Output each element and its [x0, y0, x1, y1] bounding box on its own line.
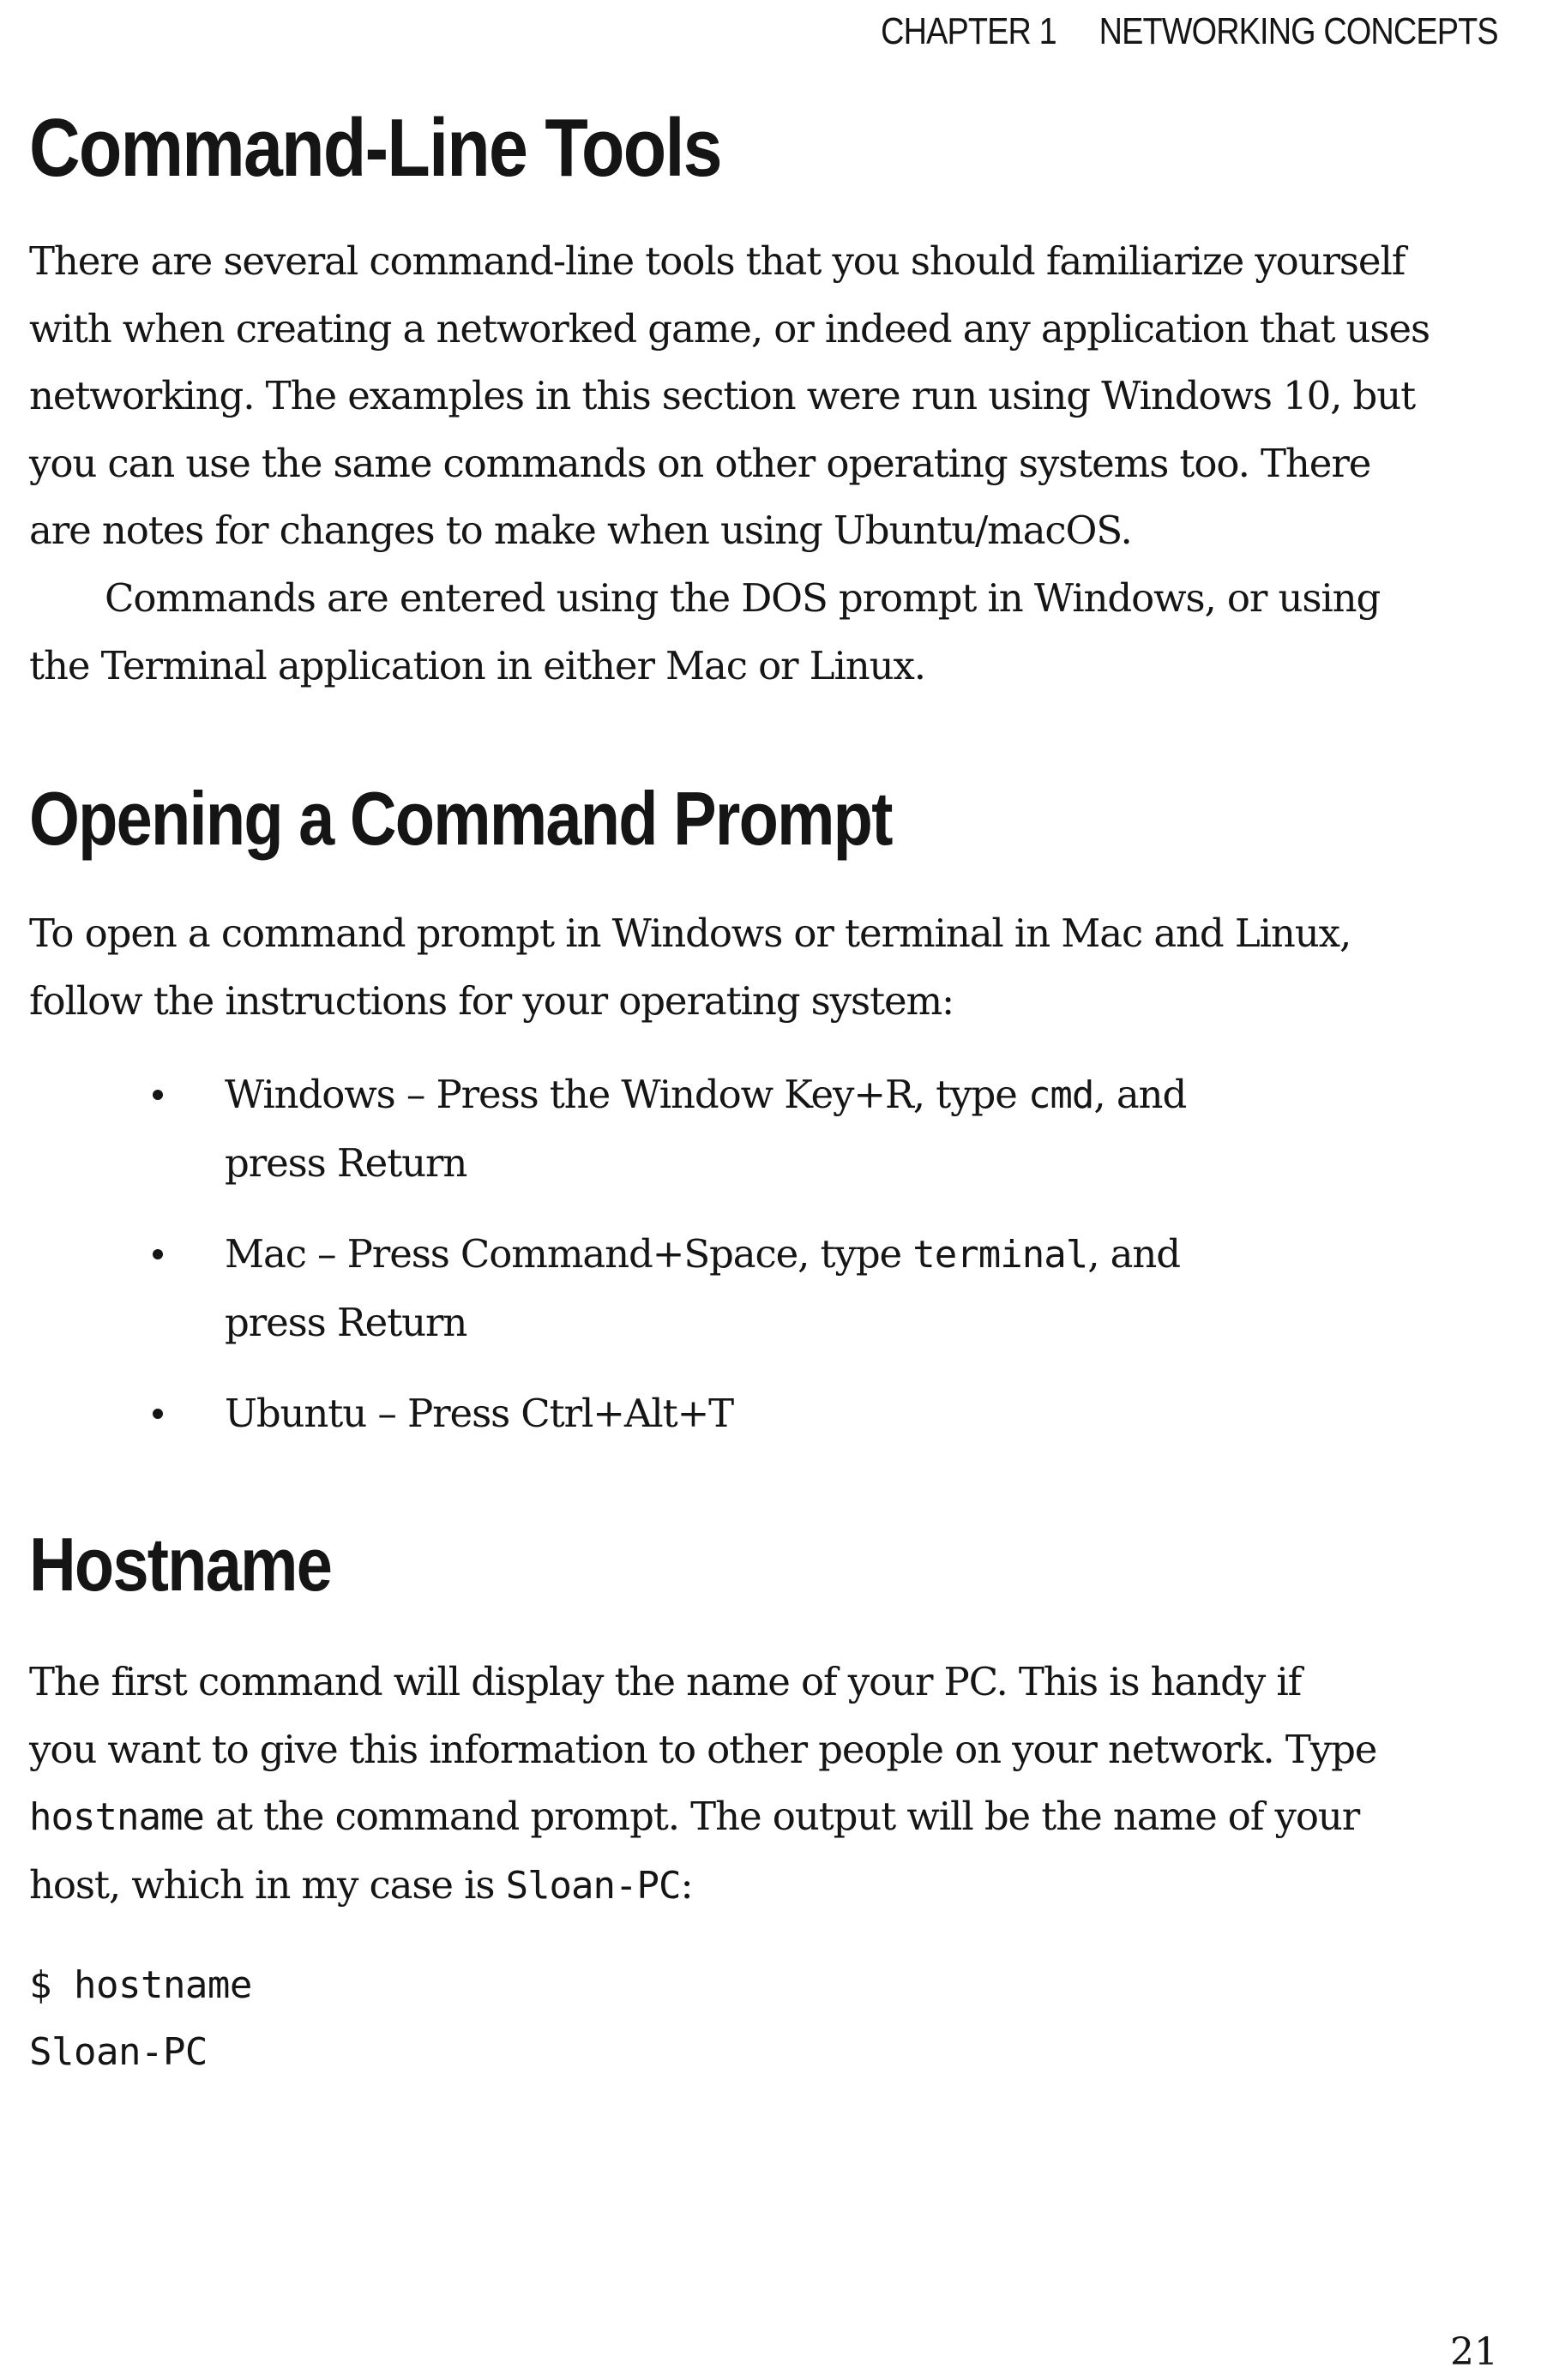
list-item-windows: [225, 1061, 1186, 1197]
text-line: host, which in my case is: [29, 1861, 506, 1908]
chapter-title: NETWORKING CONCEPTS: [1099, 10, 1498, 52]
page-number: 21: [1450, 2330, 1498, 2374]
opening-paragraph: [29, 900, 1513, 1035]
text-line: The first command will display the name of your PC. This is handy if: [29, 1659, 1302, 1704]
text-line: networking. The examples in this section were run using Windows 10, but: [29, 373, 1416, 419]
list-text: , and: [1087, 1231, 1180, 1277]
inline-code: hostname: [29, 1795, 204, 1840]
text-line: To open a command prompt in Windows or terminal in Mac and Linux,: [29, 911, 1351, 956]
code-line: Sloan-PC: [29, 2030, 208, 2074]
code-block: [29, 1952, 252, 2086]
text-line: There are several command-line tools that you should familiarize yourself: [29, 238, 1406, 284]
list-text: Ubuntu – Press Ctrl+Alt+T: [225, 1391, 734, 1436]
hostname-paragraph: [29, 1649, 1513, 1920]
running-header: [881, 10, 1498, 53]
list-text: press Return: [225, 1299, 467, 1345]
inline-code: cmd: [1027, 1073, 1094, 1117]
list-item-ubuntu: [225, 1380, 733, 1448]
text-line: are notes for changes to make when using Ubuntu/macOS.: [29, 508, 1132, 554]
inline-code: terminal: [912, 1233, 1088, 1277]
subsection-heading: Opening a Command Prompt: [29, 776, 892, 861]
text-line: you want to give this information to other people on your network. Type: [29, 1726, 1377, 1772]
list-item-mac: [225, 1221, 1180, 1356]
text-line: with when creating a networked game, or indeed any application that uses: [29, 305, 1430, 352]
text-line: :: [680, 1861, 693, 1908]
inline-code: Sloan-PC: [505, 1863, 681, 1908]
text-line: Commands are entered using the DOS prompt in Windows, or using: [105, 574, 1381, 621]
text-line: the Terminal application in either Mac or Linux.: [29, 642, 925, 688]
bullet-icon: [153, 1249, 163, 1259]
code-line: $ hostname: [29, 1963, 252, 2007]
intro-paragraph: [29, 228, 1513, 700]
list-text: , and: [1093, 1072, 1187, 1117]
subsection-heading: Hostname: [29, 1522, 332, 1607]
text-line: you can use the same commands on other operating systems too. There: [29, 440, 1371, 486]
text-line: at the command prompt. The output will be the name of your: [203, 1794, 1360, 1840]
section-heading: Command-Line Tools: [29, 102, 721, 194]
chapter-number: CHAPTER 1: [881, 10, 1057, 52]
bullet-icon: [153, 1409, 163, 1419]
bullet-icon: [153, 1090, 163, 1100]
list-text: Mac – Press Command+Space, type: [225, 1231, 913, 1277]
list-text: press Return: [225, 1139, 467, 1186]
list-text: Windows – Press the Window Key+R, type: [225, 1072, 1028, 1117]
text-line: follow the instructions for your operating system:: [29, 977, 954, 1024]
